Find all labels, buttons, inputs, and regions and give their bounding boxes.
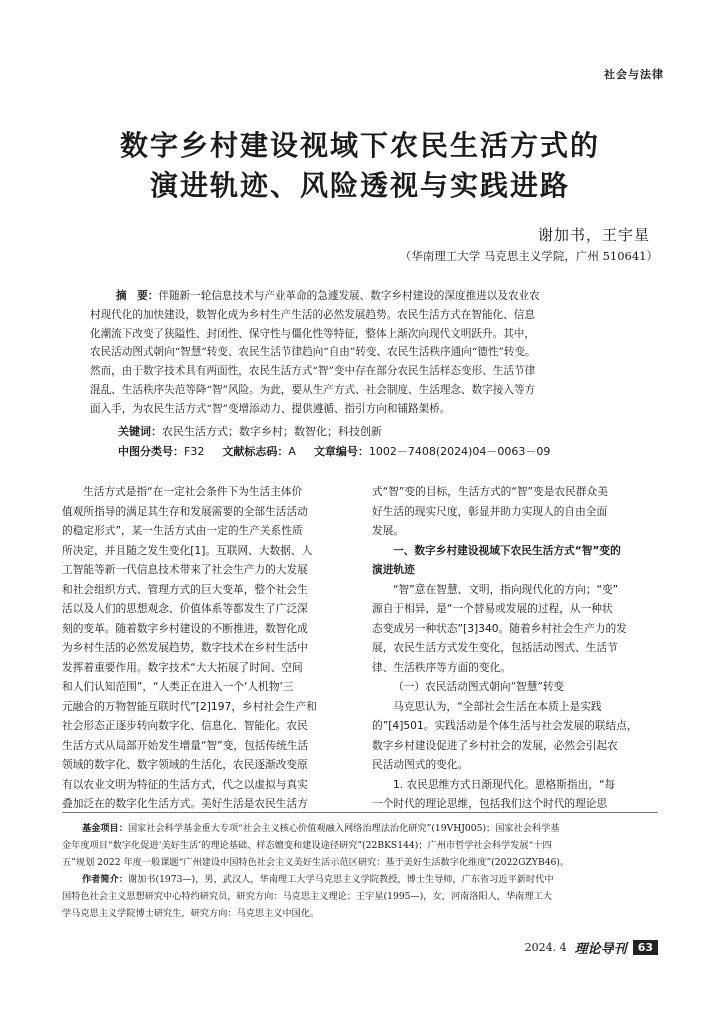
body-line: 叠加泛在的数字化生活方式。美好生活是农民生活方 [62,797,308,810]
doc-code-value: A [288,445,296,458]
clc-value: F32 [184,445,205,458]
abstract-line: 面入手，为农民生活方式“智”变增添动力、提供遵循、指引方向和铺路架桥。 [90,402,451,415]
authors: 谢加书，王宇星 [537,226,650,244]
article-title [60,126,660,206]
body-line: 生活方式从局部开始发生增量“智”变，包括传统生活 [62,738,309,752]
author-bio-label: 作者简介： [82,874,128,885]
body-line: 活以及人们的思想观念、价值体系等都发生了广泛深 [62,602,308,615]
subsection-heading: （一）农民活动图式朝向“智慧”转变 [393,680,565,693]
abstract-label: 摘 要： [116,290,159,302]
section-heading: 演进轨迹 [372,563,415,576]
article-id-label: 文章编号： [313,445,369,458]
abstract-line [90,287,630,306]
body-line: 1. 农民思维方式日渐现代化。恩格斯指出，“每 [393,777,616,791]
section-heading: 一、数字乡村建设视域下农民生活方式“智”变的 [393,543,621,557]
article-id-value: 1002－7408(2024)04－0063－09 [368,445,551,458]
body-line: 的稳定形式”，某一生活方式由一定的生产关系性质 [62,524,303,537]
body-line: 值观所指导的满足其生存和发展需要的全部生活活动 [62,504,308,518]
abstract-line: 农民活动图式朝向“智慧”转变、农民生活节律趋向“自由”转变、农民生活秩序通向“德性”转变。 [90,346,536,359]
keywords [118,422,382,442]
body-line: 和社会组织方式、管理方式的巨大变革，整个社会生 [62,582,308,596]
title-line-2: 演进轨迹、风险透视与实践进路 [149,169,570,202]
section-tag: 社会与法律 [604,68,664,81]
body-line: 工智能等新一代信息技术带来了社会生产力的大发展 [62,563,308,576]
footnote-line [62,820,658,837]
body-line: 生活方式是指“在一定社会条件下为生活主体价 [83,485,303,498]
footnote-line: 金年度项目“数字化促进‘美好生活’的理论基础、样态嬗变和建设途径研究”(22BKS144)；广州市哲学社会科学发展“十四 [62,840,552,851]
body-line: 刻的变革。随着数字乡村建设的不断推进，数智化成 [62,621,308,635]
abstract-line: 混乱、生活秩序失范等降“智”风险。为此，要从生产方式、社会制度、生活理念、数字接入等方 [90,383,536,396]
body-column-left [62,482,334,814]
body-line: 发挥着重要作用。数字技术“大大拓展了时间、空间 [62,660,303,674]
body-line: 为乡村生活的必然发展趋势，数字技术在乡村生活中 [62,641,308,654]
keywords-label: 关键词： [118,425,162,438]
classification [118,442,550,462]
body-line: 所决定，并且随之发生变化[1]。互联网、大数据、人 [62,543,313,557]
keywords-value: 农民生活方式；数字乡村；数智化；科技创新 [162,425,382,438]
footnote-text: 国家社会科学基金重大专项“社会主义核心价值观融入网络治理法治化研究”(19VHJ005)；国家社会科学基 [127,823,560,834]
body-line: 元融合的万物智能互联时代”[2]197，乡村社会生产和 [62,699,317,713]
abstract [90,287,630,419]
body-line: 发展。 [372,524,405,537]
body-line: 有以农业文明为特征的生活方式，代之以虚拟与真实 [62,777,308,791]
affiliation: （华南理工大学 马克思主义学院，广州 510641） [399,249,658,263]
body-line: 态变成另一种状态”[3]340。随着乡村社会生产力的发 [372,621,627,635]
footnote-line: 国特色社会主义思想研究中心特约研究员，研究方向：马克思主义理论；王宇星(1995—)，女，河南洛阳人，华南理工大 [62,891,552,902]
body-line: 数字乡村建设促进了乡村社会的发展，必然会引起农 [372,738,618,752]
page-number: 63 [633,940,658,955]
body-line: 律、生活秩序等方面的变化。 [372,660,511,674]
body-line: 领域的数字化、数字领域的生活化，农民逐渐改变原 [62,758,308,771]
doc-code-label: 文献标志码： [222,445,289,458]
footnote-divider [62,812,658,813]
abstract-line: 村现代化的加快建设，数智化成为乡村生产生活的必然发展趋势。农民生活方式在智能化、信息 [90,308,535,321]
abstract-text: 伴随新一轮信息技术与产业革命的急遽发展、数字乡村建设的深度推进以及农业农 [158,290,540,302]
body-column-right [372,482,644,814]
footnote-line: 学马克思主义学院博士研究生，研究方向：马克思主义中国化。 [62,908,320,919]
page-footer [525,938,658,956]
body-line: 一个时代的理论思维，包括我们这个时代的理论思 [372,797,608,810]
body-line: “智”意在智慧、文明，指向现代化的方向；“变” [393,582,619,596]
body-line: 的”[4]501。实践活动是个体生活与社会发展的联结点， [372,719,638,732]
footnote-line: 五”规划 2022 年度一般课题“广州建设中国特色社会主义美好生活示范区研究：基于美好生活数字化维度”(2022GZYB46)。 [62,857,570,868]
body-line: 好生活的现实尺度，彰显并助力实现人的自由全面 [372,504,608,518]
funding-label: 基金项目： [82,823,128,834]
clc-label: 中图分类号： [118,445,184,458]
abstract-line: 然而，由于数字技术具有两面性，农民生活方式“智”变中存在部分农民生活样态变形、生活节律 [90,365,536,378]
body-line: 展，农民生活方式发生变化，包括活动图式、生活节 [372,641,618,654]
abstract-line: 化潮流下改变了狭隘性、封闭性、保守性与僵化性等特征，整体上渐次向现代文明跃升。其中， [90,327,535,340]
footnotes [62,820,658,922]
body-line: 和人们认知范围”，“人类正在进入一个‘人机物’三 [62,680,294,693]
body-line: 社会形态正逐步转向数字化、信息化、智能化。农民 [62,719,308,732]
journal-name: 理论导刊 [574,941,627,957]
body-line: 源自于相异，是“一个替易或发展的过程，从一种状 [372,602,613,615]
body-line: 马克思认为，“全部社会生活在本质上是实践 [393,699,602,713]
issue-number: 2024. 4 [524,940,567,954]
footnote-line [62,871,658,888]
body-line: 民活动图式的变化。 [372,758,469,771]
body-line: 式“智”变的目标，生活方式的“智”变是农民群众美 [372,485,608,498]
footnote-text: 谢加书(1973—)，男，武汉人，华南理工大学马克思主义学院教授，博士生导师，广东省习近平新时代中 [127,874,554,885]
title-line-1: 数字乡村建设视域下农民生活方式的 [119,129,600,162]
